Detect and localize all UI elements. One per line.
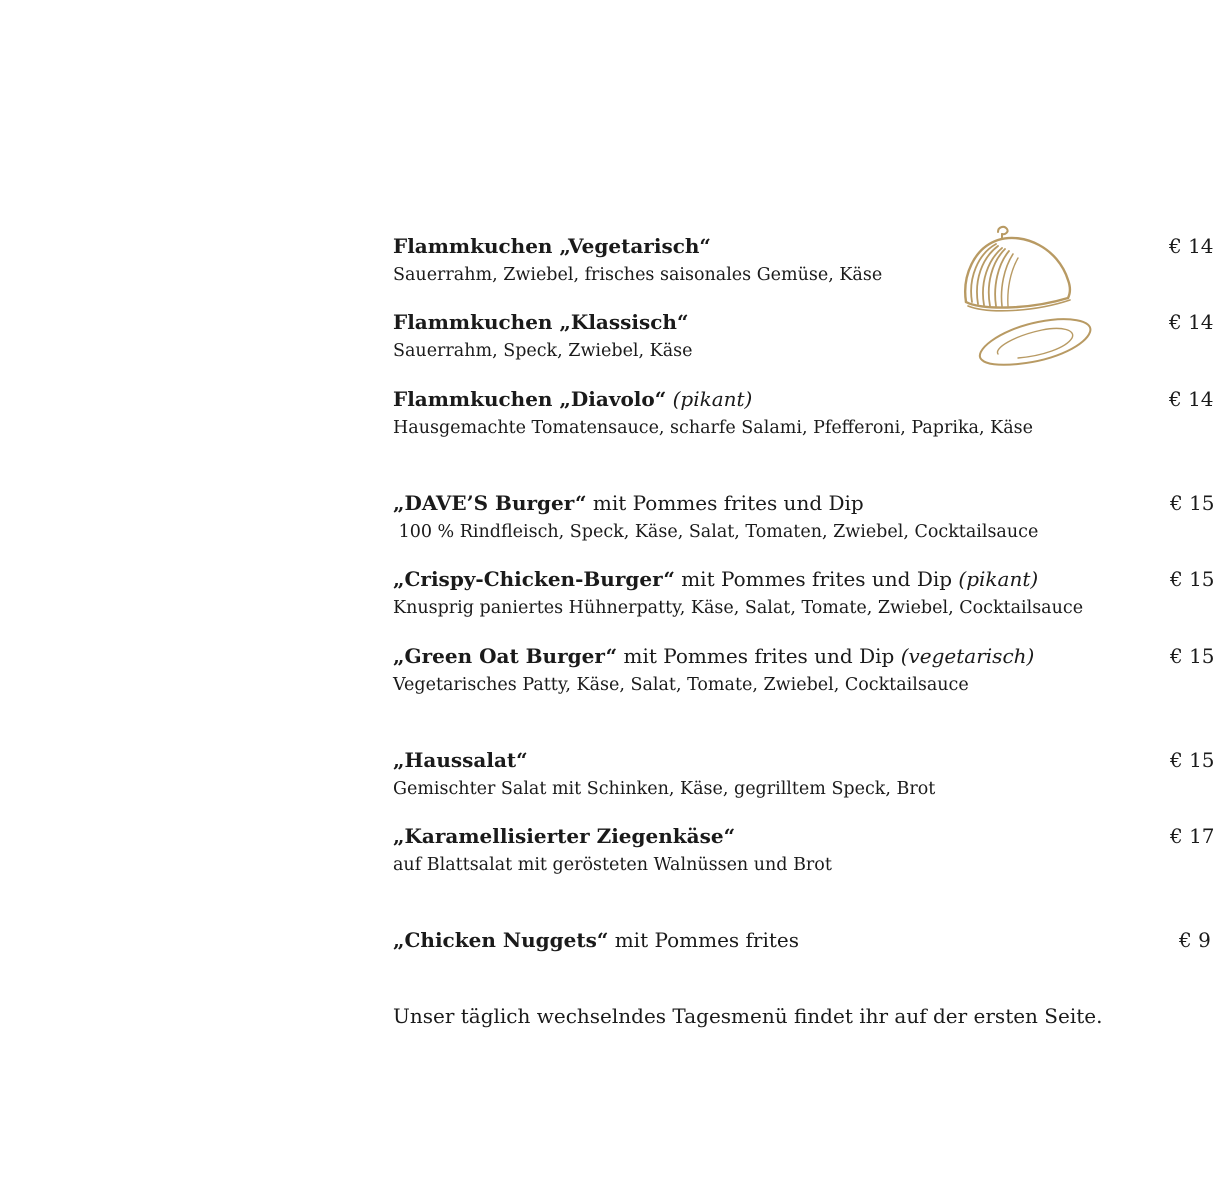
item-description: Vegetarisches Patty, Käse, Salat, Tomate, Zwiebel, Cocktailsauce: [393, 675, 969, 695]
item-title: [393, 928, 799, 952]
item-price: € 15: [1170, 491, 1215, 515]
item-name: Flammkuchen „Diavolo“: [393, 387, 667, 411]
item-description: auf Blattsalat mit gerösteten Walnüssen und Brot: [393, 855, 832, 875]
item-price: € 14: [1169, 310, 1214, 334]
item-tag: (vegetarisch): [900, 644, 1035, 668]
item-name: „Karamellisierter Ziegenkäse“: [393, 824, 736, 848]
item-title: [393, 824, 735, 848]
item-price: € 15: [1170, 644, 1215, 668]
item-price: € 15: [1170, 567, 1215, 591]
item-title: [393, 567, 1038, 591]
item-title: [393, 310, 688, 334]
item-name: „Crispy-Chicken-Burger“: [393, 567, 675, 591]
item-description: Gemischter Salat mit Schinken, Käse, gegrilltem Speck, Brot: [393, 779, 936, 799]
item-price: € 14: [1169, 234, 1214, 258]
item-suffix: mit Pommes frites und Dip: [592, 491, 864, 515]
item-price: € 17: [1170, 824, 1215, 848]
item-suffix: mit Pommes frites: [614, 928, 800, 952]
item-title: [393, 491, 864, 515]
item-description: 100 % Rindfleisch, Speck, Käse, Salat, Tomaten, Zwiebel, Cocktailsauce: [393, 522, 1039, 542]
item-name: „Haussalat“: [393, 748, 528, 772]
item-name: Flammkuchen „Klassisch“: [393, 310, 689, 334]
footer-note: Unser täglich wechselndes Tagesmenü findet ihr auf der ersten Seite.: [393, 1004, 1103, 1028]
item-tag: (pikant): [958, 567, 1039, 591]
item-name: „Green Oat Burger“: [393, 644, 618, 668]
item-price: € 14: [1169, 387, 1214, 411]
item-title: [393, 748, 528, 772]
cloche-icon: [958, 218, 1098, 374]
item-suffix: mit Pommes frites und Dip: [681, 567, 953, 591]
item-description: Knusprig paniertes Hühnerpatty, Käse, Salat, Tomate, Zwiebel, Cocktailsauce: [393, 598, 1084, 618]
item-price: € 9: [1179, 928, 1211, 952]
item-title: [393, 387, 752, 411]
item-name: Flammkuchen „Vegetarisch“: [393, 234, 711, 258]
item-name: „DAVE’S Burger“: [393, 491, 587, 515]
item-description: Sauerrahm, Speck, Zwiebel, Käse: [393, 341, 693, 361]
item-tag: (pikant): [672, 387, 753, 411]
item-description: Sauerrahm, Zwiebel, frisches saisonales Gemüse, Käse: [393, 265, 883, 285]
item-suffix: mit Pommes frites und Dip: [623, 644, 895, 668]
item-description: Hausgemachte Tomatensauce, scharfe Salami, Pfefferoni, Paprika, Käse: [393, 418, 1033, 438]
item-title: [393, 644, 1034, 668]
item-title: [393, 234, 711, 258]
item-price: € 15: [1170, 748, 1215, 772]
item-name: „Chicken Nuggets“: [393, 928, 609, 952]
